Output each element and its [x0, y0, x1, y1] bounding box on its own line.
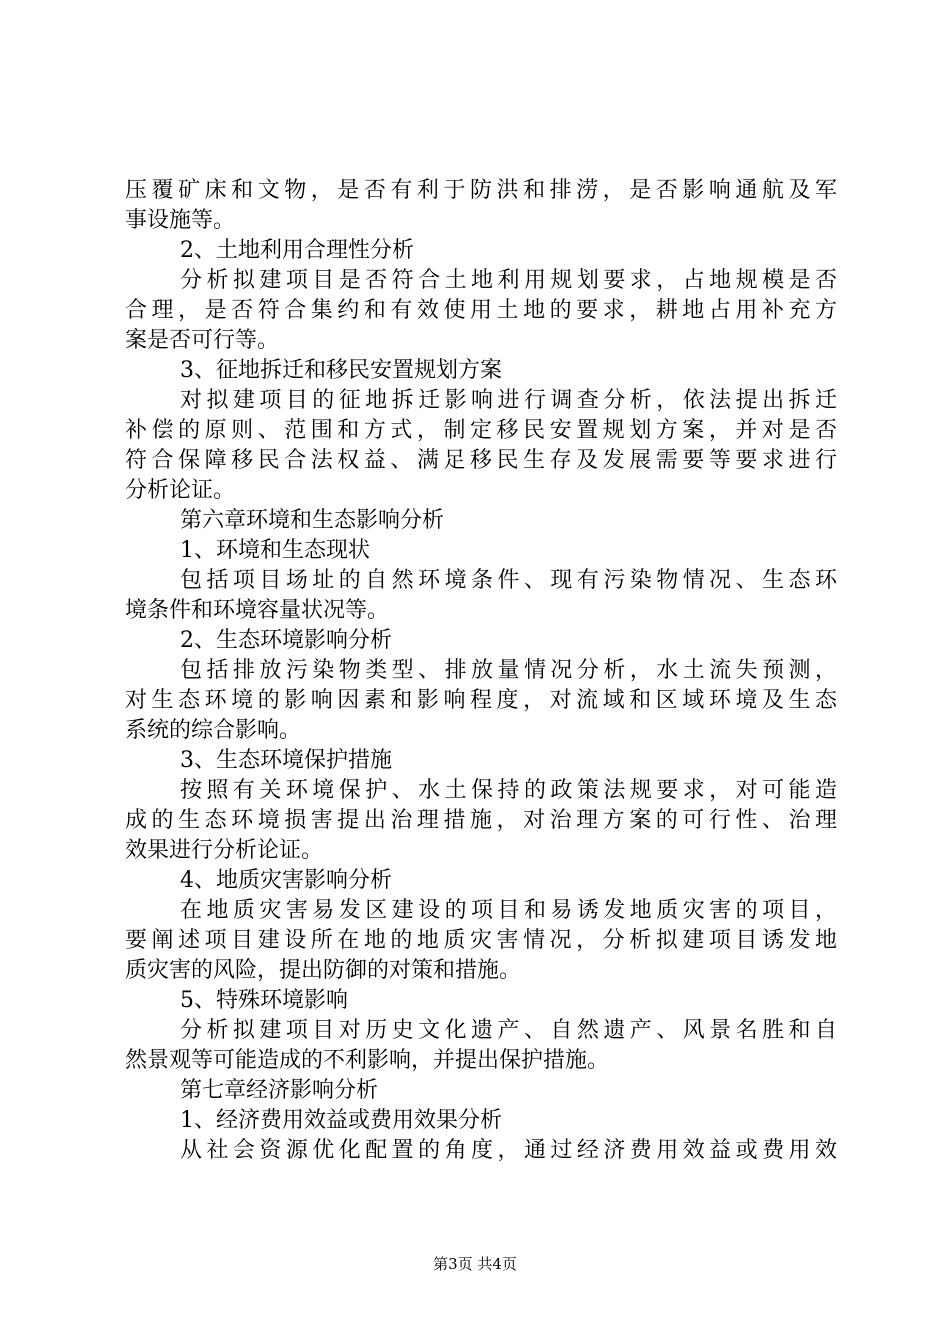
section-heading: 5、特殊环境影响 — [180, 988, 348, 1013]
paragraph-line: 符合保障移民合法权益、满足移民生存及发展需要等要求进行 — [125, 448, 837, 473]
paragraph-line: 质灾害的风险，提出防御的对策和措施。 — [125, 958, 522, 983]
section-heading: 1、经济费用效益或费用效果分析 — [180, 1108, 502, 1133]
paragraph-line: 按照有关环境保护、水土保持的政策法规要求，对可能造 — [180, 778, 837, 803]
paragraph-line: 要阐述项目建设所在地的地质灾害情况，分析拟建项目诱发地 — [125, 928, 837, 953]
page-footer: 第3页 共4页 — [433, 1255, 517, 1273]
paragraph-line: 案是否可行等。 — [125, 328, 280, 353]
document-body — [125, 176, 837, 1166]
section-heading: 3、征地拆迁和移民安置规划方案 — [180, 358, 502, 383]
section-heading: 2、生态环境影响分析 — [180, 628, 392, 653]
paragraph-line: 包括排放污染物类型、排放量情况分析，水土流失预测， — [180, 658, 837, 683]
paragraph-line: 系统的综合影响。 — [125, 718, 302, 743]
paragraph-line: 分析拟建项目是否符合土地利用规划要求，占地规模是否 — [180, 268, 837, 293]
paragraph-line: 补偿的原则、范围和方式，制定移民安置规划方案，并对是否 — [125, 418, 837, 443]
section-heading: 第七章经济影响分析 — [180, 1078, 379, 1103]
section-heading: 1、环境和生态现状 — [180, 538, 370, 563]
paragraph-line: 压覆矿床和文物，是否有利于防洪和排涝，是否影响通航及军 — [125, 178, 837, 203]
paragraph-line: 对生态环境的影响因素和影响程度，对流域和区域环境及生态 — [125, 688, 837, 713]
paragraph-line: 包括项目场址的自然环境条件、现有污染物情况、生态环 — [180, 568, 837, 593]
paragraph-line: 事设施等。 — [125, 208, 236, 233]
section-heading: 2、土地利用合理性分析 — [180, 238, 414, 263]
paragraph-line: 在地质灾害易发区建设的项目和易诱发地质灾害的项目， — [180, 898, 837, 923]
paragraph-line: 然景观等可能造成的不利影响，并提出保护措施。 — [125, 1048, 610, 1073]
paragraph-line: 从社会资源优化配置的角度，通过经济费用效益或费用效 — [180, 1138, 837, 1163]
paragraph-line: 效果进行分析论证。 — [125, 838, 324, 863]
paragraph-line: 成的生态环境损害提出治理措施，对治理方案的可行性、治理 — [125, 808, 837, 833]
paragraph-line: 合理，是否符合集约和有效使用土地的要求，耕地占用补充方 — [125, 298, 837, 323]
paragraph-line: 对拟建项目的征地拆迁影响进行调查分析，依法提出拆迁 — [180, 388, 837, 413]
paragraph-line: 分析论证。 — [125, 478, 236, 503]
section-heading: 4、地质灾害影响分析 — [180, 868, 392, 893]
paragraph-line: 境条件和环境容量状况等。 — [125, 598, 390, 623]
section-heading: 第六章环境和生态影响分析 — [180, 508, 445, 533]
section-heading: 3、生态环境保护措施 — [180, 748, 392, 773]
paragraph-line: 分析拟建项目对历史文化遗产、自然遗产、风景名胜和自 — [180, 1018, 837, 1043]
